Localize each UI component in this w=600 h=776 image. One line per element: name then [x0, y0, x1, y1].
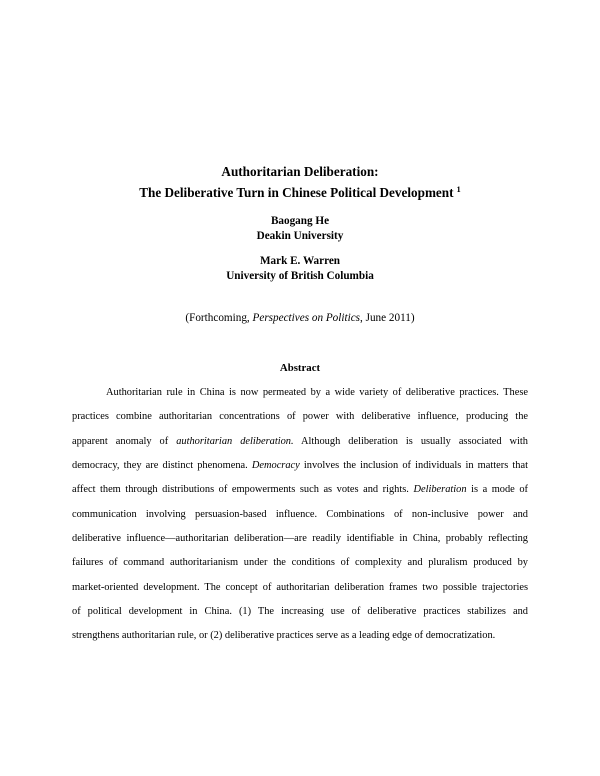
abstract-line: Authoritarian rule in China is now permeated by a wide variety of deliberative practices. These — [106, 387, 528, 398]
abstract-line: affect them through distributions of empowerments such as votes and rights. Deliberation is a mode of — [72, 484, 528, 495]
title-line-2 — [0, 180, 600, 202]
abstract-line: of political development in China. (1) The increasing use of deliberative practices stabilizes and — [72, 606, 528, 617]
author-2-name: Mark E. Warren — [259, 255, 341, 267]
abstract-line: communication involving persuasion-based influence. Combinations of non-inclusive power and — [72, 509, 528, 520]
footnote-marker[interactable]: 1 — [456, 184, 461, 194]
abstract-line: democracy, they are distinct phenomena. Democracy involves the inclusion of individuals in matters that — [72, 460, 528, 471]
author-1-name: Baogang He — [270, 215, 330, 227]
abstract-line: failures of command authoritarianism under the conditions of complexity and pluralism produced by — [72, 557, 528, 568]
journal-name: Perspectives on Politics — [252, 312, 361, 324]
abstract-heading: Abstract — [279, 362, 321, 374]
abstract-line: strengthens authoritarian rule, or (2) deliberative practices serve as a leading edge of democratization. — [72, 630, 496, 641]
publication-note — [0, 312, 600, 324]
publication-note-prefix: (Forthcoming, — [185, 312, 253, 324]
abstract-line: apparent anomaly of authoritarian deliberation. Although deliberation is usually associated with — [72, 436, 528, 447]
abstract-line: practices combine authoritarian concentrations of power with deliberative influence, producing the — [72, 411, 528, 422]
title-line-1 — [0, 163, 600, 181]
publication-note-suffix: , June 2011) — [360, 312, 415, 324]
title-subtitle-text: The Deliberative Turn in Chinese Political Development — [139, 185, 454, 200]
abstract-line: deliberative influence—authoritarian deliberation—are readily identifiable in China, probably reflecting — [72, 533, 528, 544]
title-main-text: Authoritarian Deliberation: — [221, 164, 379, 179]
author-1-affiliation: Deakin University — [256, 230, 344, 242]
author-2-affiliation: University of British Columbia — [226, 270, 374, 282]
abstract-line: market-oriented development. The concept of authoritarian deliberation frames two possible trajectories — [72, 582, 528, 593]
